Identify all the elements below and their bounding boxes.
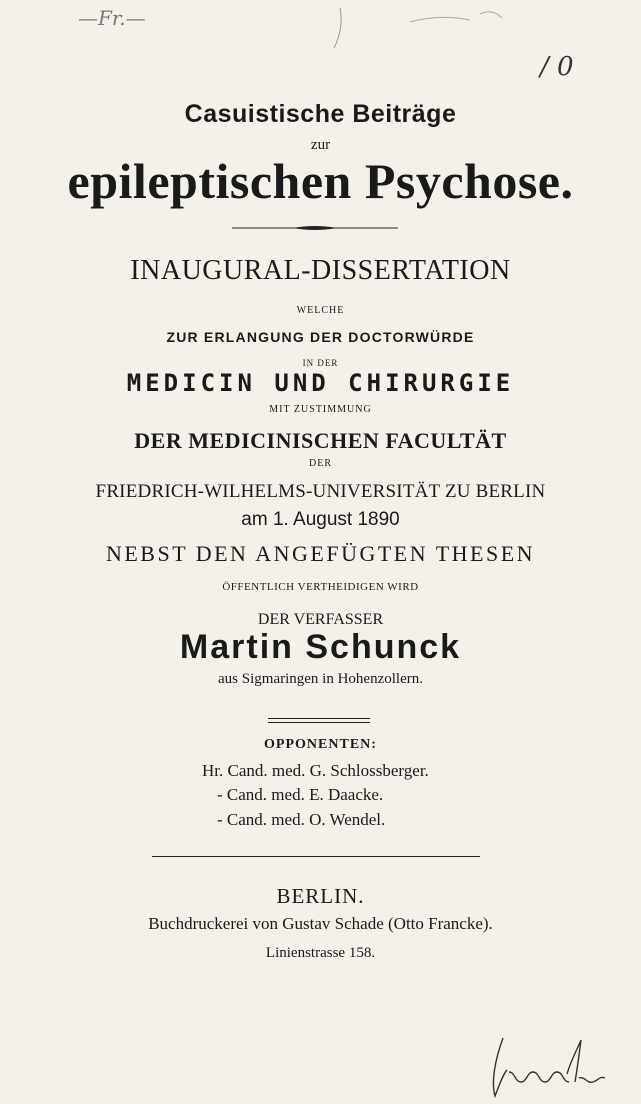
university-name: FRIEDRICH-WILHELMS-UNIVERSITÄT ZU BERLIN	[95, 481, 546, 502]
opponent-2: - Cand. med. E. Daacke.	[217, 785, 384, 804]
separator-rule	[152, 856, 480, 857]
title-line-1: Casuistische Beiträge	[184, 100, 457, 128]
welche-text: WELCHE	[296, 305, 345, 316]
opponent-1: Hr. Cand. med. G. Schlossberger.	[202, 761, 429, 780]
der-verfasser-text: DER VERFASSER	[257, 611, 384, 628]
handwritten-note-top-left: —Fr.—	[78, 6, 146, 30]
oeffentlich-text: ÖFFENTLICH VERTHEIDIGEN WIRD	[222, 581, 419, 593]
nebst-thesen-text: NEBST DEN ANGEFÜGTEN THESEN	[105, 541, 536, 566]
title-line-2: zur	[310, 137, 331, 153]
double-rule-bottom	[268, 722, 370, 723]
dissertation-heading: INAUGURAL-DISSERTATION	[130, 255, 511, 286]
faculty-subject: MEDICIN UND CHIRURGIE	[126, 369, 515, 397]
pencil-marks	[0, 0, 641, 60]
opponent-3: - Cand. med. O. Wendel.	[217, 810, 386, 829]
handwritten-signature	[485, 1030, 615, 1102]
handwritten-note-top-right: / 0	[540, 52, 574, 82]
imprint-printer: Buchdruckerei von Gustav Schade (Otto Francke).	[148, 914, 493, 933]
imprint-address: Linienstrasse 158.	[265, 945, 376, 961]
author-origin: aus Sigmaringen in Hohenzollern.	[218, 671, 423, 687]
imprint-city: BERLIN.	[276, 884, 365, 908]
zur-erlangung-text: ZUR ERLANGUNG DER DOCTORWÜRDE	[166, 329, 475, 345]
defense-date: am 1. August 1890	[241, 509, 400, 530]
ornamental-rule	[0, 224, 641, 232]
mit-zustimmung-text: MIT ZUSTIMMUNG	[269, 404, 372, 415]
main-title: epileptischen Psychose.	[67, 153, 574, 209]
double-rule-top	[268, 718, 370, 719]
in-der-text: IN DER	[302, 358, 339, 368]
opponenten-heading: OPPONENTEN:	[264, 737, 377, 752]
der-text: DER	[309, 458, 332, 469]
faculty-name: DER MEDICINISCHEN FACULTÄT	[134, 428, 507, 453]
author-name: Martin Schunck	[179, 628, 462, 666]
